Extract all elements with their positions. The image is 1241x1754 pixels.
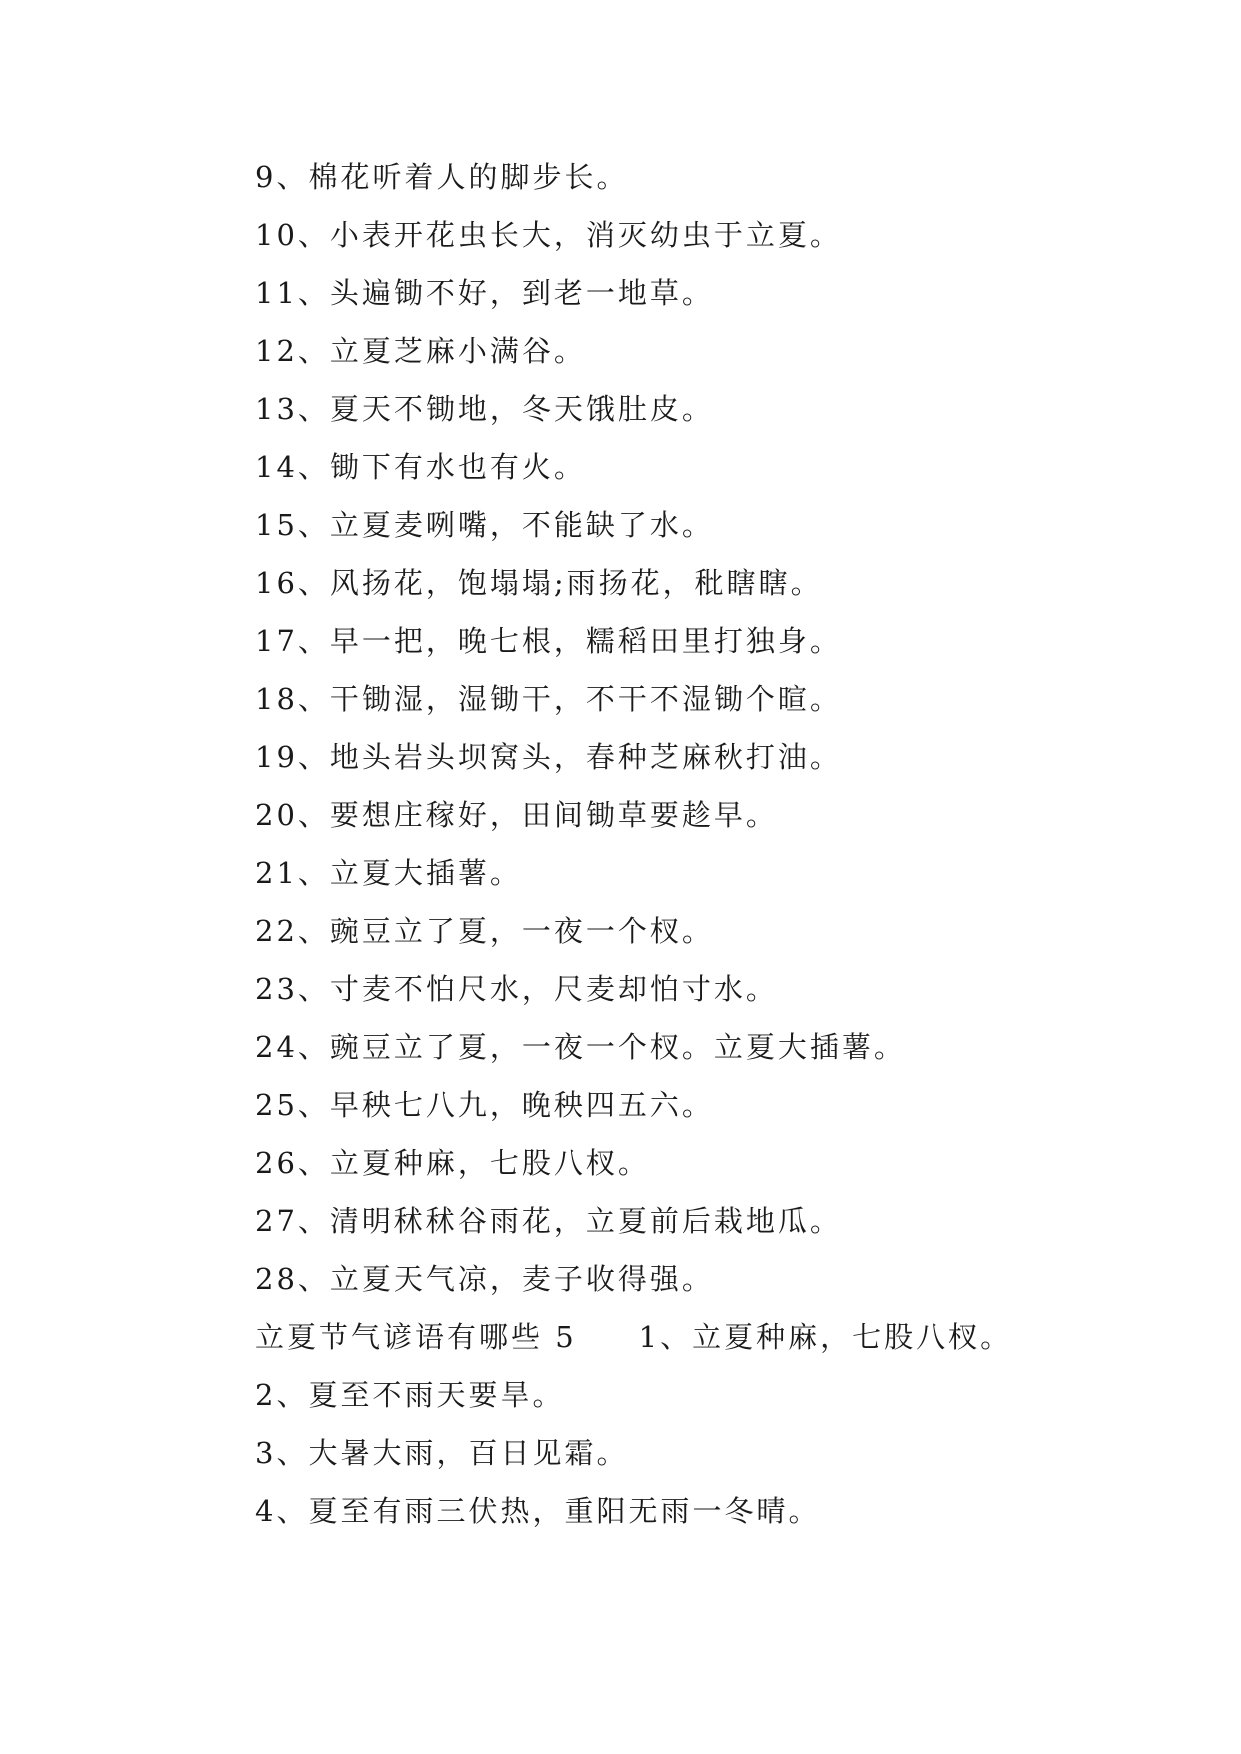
proverb-line: 19、地头岩头坝窝头，春种芝麻秋打油。: [255, 740, 842, 774]
proverb-line: 22、豌豆立了夏，一夜一个杈。: [255, 914, 714, 948]
document-body: [255, 157, 1155, 1549]
proverb-line: 11、头遍锄不好，到老一地草。: [255, 276, 714, 310]
proverb-line: 18、干锄湿，湿锄干，不干不湿锄个暄。: [255, 682, 842, 716]
proverb-line: 10、小表开花虫长大，消灭幼虫于立夏。: [255, 218, 842, 252]
proverb-line: 3、大暑大雨，百日见霜。: [255, 1436, 629, 1470]
proverb-line: 26、立夏种麻，七股八杈。: [255, 1146, 650, 1180]
proverb-line: 25、早秧七八九，晚秧四五六。: [255, 1088, 714, 1122]
proverb-line: 24、豌豆立了夏，一夜一个杈。立夏大插薯。: [255, 1030, 906, 1064]
proverb-line: 17、早一把，晚七根，糯稻田里打独身。: [255, 624, 842, 658]
proverb-line: 21、立夏大插薯。: [255, 856, 522, 890]
proverb-line: 15、立夏麦咧嘴，不能缺了水。: [255, 508, 714, 542]
proverb-line: 20、要想庄稼好，田间锄草要趁早。: [255, 798, 778, 832]
proverb-line: 27、清明秫秫谷雨花，立夏前后栽地瓜。: [255, 1204, 842, 1238]
section-heading: 立夏节气谚语有哪些 5: [255, 1320, 577, 1354]
proverb-line: 4、夏至有雨三伏热，重阳无雨一冬晴。: [255, 1494, 821, 1528]
proverb-line: 2、夏至不雨天要旱。: [255, 1378, 565, 1412]
proverb-line: 23、寸麦不怕尺水，尺麦却怕寸水。: [255, 972, 778, 1006]
proverb-line: 28、立夏天气凉，麦子收得强。: [255, 1262, 714, 1296]
proverb-line: 9、棉花听着人的脚步长。: [255, 160, 629, 194]
proverb-line: 16、风扬花，饱塌塌;雨扬花，秕瞎瞎。: [255, 566, 823, 600]
section-heading-line: [255, 1317, 1155, 1375]
proverb-line: 14、锄下有水也有火。: [255, 450, 586, 484]
proverb-line: 13、夏天不锄地，冬天饿肚皮。: [255, 392, 714, 426]
proverb-line: 12、立夏芝麻小满谷。: [255, 334, 586, 368]
proverb-first-item: 1、立夏种麻，七股八杈。: [638, 1320, 1013, 1354]
